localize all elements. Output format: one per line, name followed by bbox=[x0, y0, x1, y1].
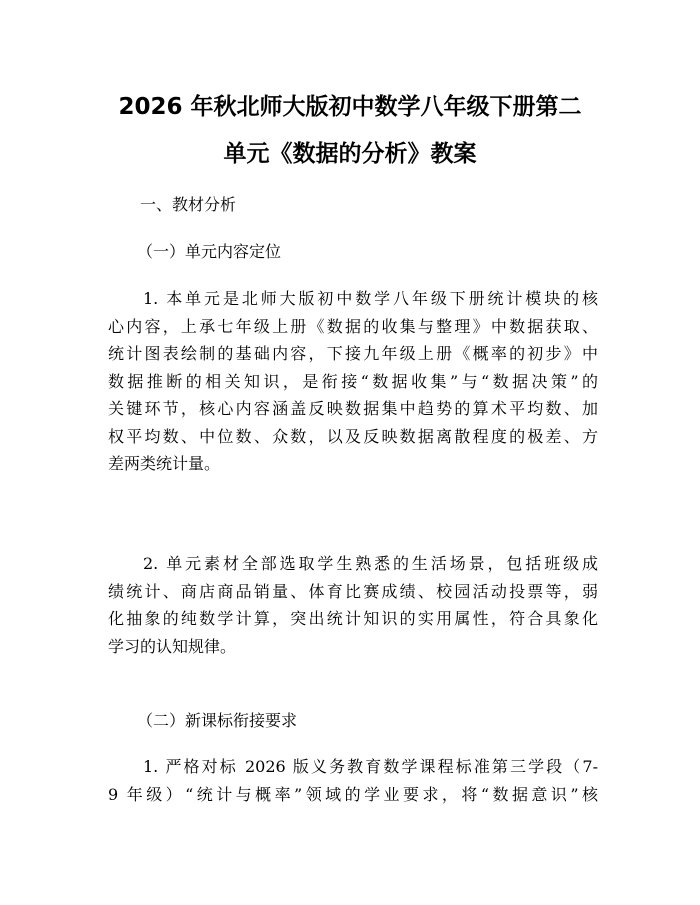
document-title-line-2: 单元《数据的分析》教案 bbox=[223, 141, 477, 167]
paragraph-line: 心内容，上承七年级上册《数据的收集与整理》中数据获取、 bbox=[108, 316, 598, 336]
paragraph-line: 数据推断的相关知识，是衔接“数据收集”与“数据决策”的 bbox=[108, 371, 598, 391]
section-heading-textbook-analysis: 一、教材分析 bbox=[140, 195, 237, 214]
paragraph-line: 权平均数、中位数、众数，以及反映数据离散程度的极差、方 bbox=[108, 426, 598, 446]
paragraph-line: 统计图表绘制的基础内容，下接九年级上册《概率的初步》中 bbox=[108, 344, 598, 363]
paragraph-curriculum-standard bbox=[108, 753, 598, 808]
paragraph-line: 学习的认知规律。 bbox=[108, 636, 237, 656]
subsection-heading-curriculum-requirements: （二）新课标衔接要求 bbox=[137, 711, 298, 730]
paragraph-line: 化抽象的纯数学计算，突出统计知识的实用属性，符合具象化 bbox=[108, 609, 598, 628]
paragraph-unit-materials bbox=[108, 550, 598, 660]
subsection-heading-unit-positioning: （一）单元内容定位 bbox=[137, 242, 282, 261]
paragraph-line: 1. 本单元是北师大版初中数学八年级下册统计模块的核 bbox=[143, 289, 598, 308]
paragraph-unit-content bbox=[108, 285, 598, 478]
paragraph-line: 2. 单元素材全部选取学生熟悉的生活场景，包括班级成 bbox=[143, 554, 598, 573]
paragraph-line: 9 年级）“统计与概率”领域的学业要求，将“数据意识”核 bbox=[108, 784, 598, 804]
paragraph-line: 差两类统计量。 bbox=[108, 454, 221, 473]
document-title-line-1: 2026 年秋北师大版初中数学八年级下册第二 bbox=[118, 94, 582, 120]
paragraph-line: 绩统计、商店商品销量、体育比赛成绩、校园活动投票等，弱 bbox=[108, 581, 598, 601]
paragraph-line: 1. 严格对标 2026 版义务教育数学课程标准第三学段（7- bbox=[143, 757, 598, 776]
paragraph-line: 关键环节，核心内容涵盖反映数据集中趋势的算术平均数、加 bbox=[108, 399, 598, 418]
